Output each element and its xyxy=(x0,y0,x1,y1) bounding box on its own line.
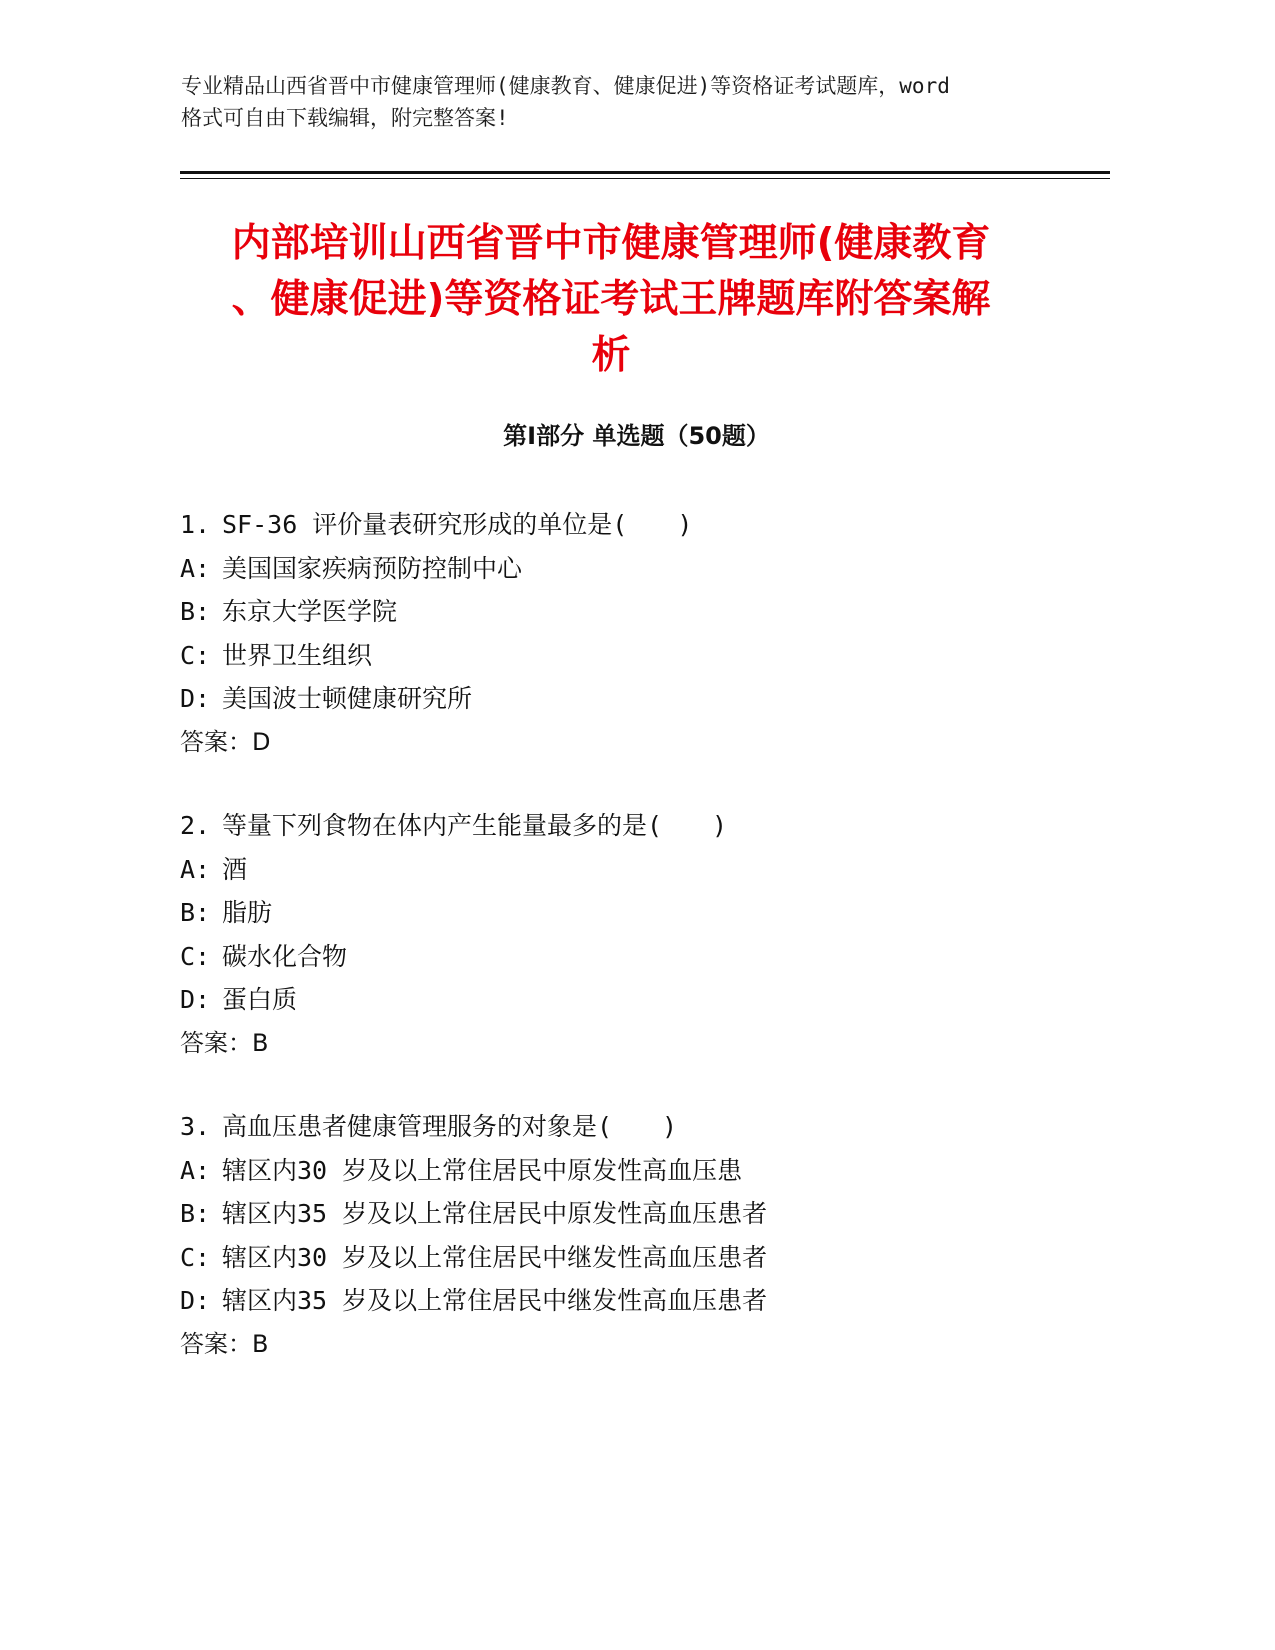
header-divider-thick xyxy=(180,171,1110,174)
question-stem xyxy=(180,1105,1080,1149)
option-text: 辖区内30 岁及以上常住居民中继发性高血压患者 xyxy=(222,1242,768,1272)
option-d xyxy=(180,1279,1080,1323)
question-2 xyxy=(180,804,1080,1065)
option-c xyxy=(180,935,1080,979)
question-stem xyxy=(180,503,1080,547)
option-text: 辖区内35 岁及以上常住居民中原发性高血压患者 xyxy=(222,1199,768,1228)
option-a xyxy=(180,848,1080,892)
option-d xyxy=(180,978,1080,1022)
answer: 答案：B xyxy=(180,1329,269,1358)
option-key: D: xyxy=(180,684,211,713)
option-text: 蛋白质 xyxy=(222,985,298,1014)
question-text: 等量下列食物在体内产生能量最多的是( ) xyxy=(222,811,728,840)
option-text: 东京大学医学院 xyxy=(222,597,398,626)
option-c xyxy=(180,634,1080,678)
title-line: 、健康促进)等资格证考试王牌题库附答案解 xyxy=(231,277,991,322)
option-text: 碳水化合物 xyxy=(222,941,348,971)
header-note-line: 专业精品山西省晋中市健康管理师(健康教育、健康促进)等资格证考试题库，word xyxy=(181,74,950,98)
option-key: B: xyxy=(180,1199,211,1228)
option-key: D: xyxy=(180,985,211,1014)
question-number: 2. xyxy=(180,811,211,840)
option-b xyxy=(180,1192,1080,1236)
section-heading: 第Ⅰ部分 单选题（50题） xyxy=(503,422,770,450)
option-key: B: xyxy=(180,898,211,927)
option-key: B: xyxy=(180,597,211,626)
option-text: 世界卫生组织 xyxy=(222,640,373,670)
question-stem xyxy=(180,804,1080,848)
question-list xyxy=(180,503,1080,1406)
option-text: 美国国家疾病预防控制中心 xyxy=(222,553,523,583)
option-key: A: xyxy=(180,1155,211,1185)
question-1 xyxy=(180,503,1080,764)
header-note xyxy=(181,70,1061,134)
document-title xyxy=(180,216,1042,384)
question-text: 高血压患者健康管理服务的对象是( ) xyxy=(222,1112,678,1141)
option-b xyxy=(180,891,1080,935)
header-divider-thin xyxy=(180,178,1110,179)
option-text: 辖区内35 岁及以上常住居民中继发性高血压患者 xyxy=(222,1286,768,1315)
option-text: 脂肪 xyxy=(222,898,273,927)
option-a xyxy=(180,547,1080,591)
option-key: C: xyxy=(180,1242,211,1272)
option-text: 酒 xyxy=(222,854,248,884)
question-text: SF-36 评价量表研究形成的单位是( ) xyxy=(222,510,693,539)
option-key: C: xyxy=(180,941,211,971)
option-key: A: xyxy=(180,854,211,884)
question-number: 3. xyxy=(180,1112,211,1141)
answer: 答案：B xyxy=(180,1028,269,1057)
option-key: D: xyxy=(180,1286,211,1315)
option-d xyxy=(180,677,1080,721)
option-a xyxy=(180,1149,1080,1193)
question-number: 1. xyxy=(180,510,211,539)
option-b xyxy=(180,590,1080,634)
option-text: 辖区内30 岁及以上常住居民中原发性高血压患 xyxy=(222,1155,743,1185)
title-line: 内部培训山西省晋中市健康管理师(健康教育 xyxy=(231,221,991,266)
option-key: A: xyxy=(180,553,211,583)
option-text: 美国波士顿健康研究所 xyxy=(222,684,473,713)
answer: 答案：D xyxy=(180,727,271,756)
header-note-line: 格式可自由下载编辑，附完整答案! xyxy=(181,106,509,130)
title-line: 析 xyxy=(591,333,631,378)
option-c xyxy=(180,1236,1080,1280)
option-key: C: xyxy=(180,640,211,670)
question-3 xyxy=(180,1105,1080,1366)
